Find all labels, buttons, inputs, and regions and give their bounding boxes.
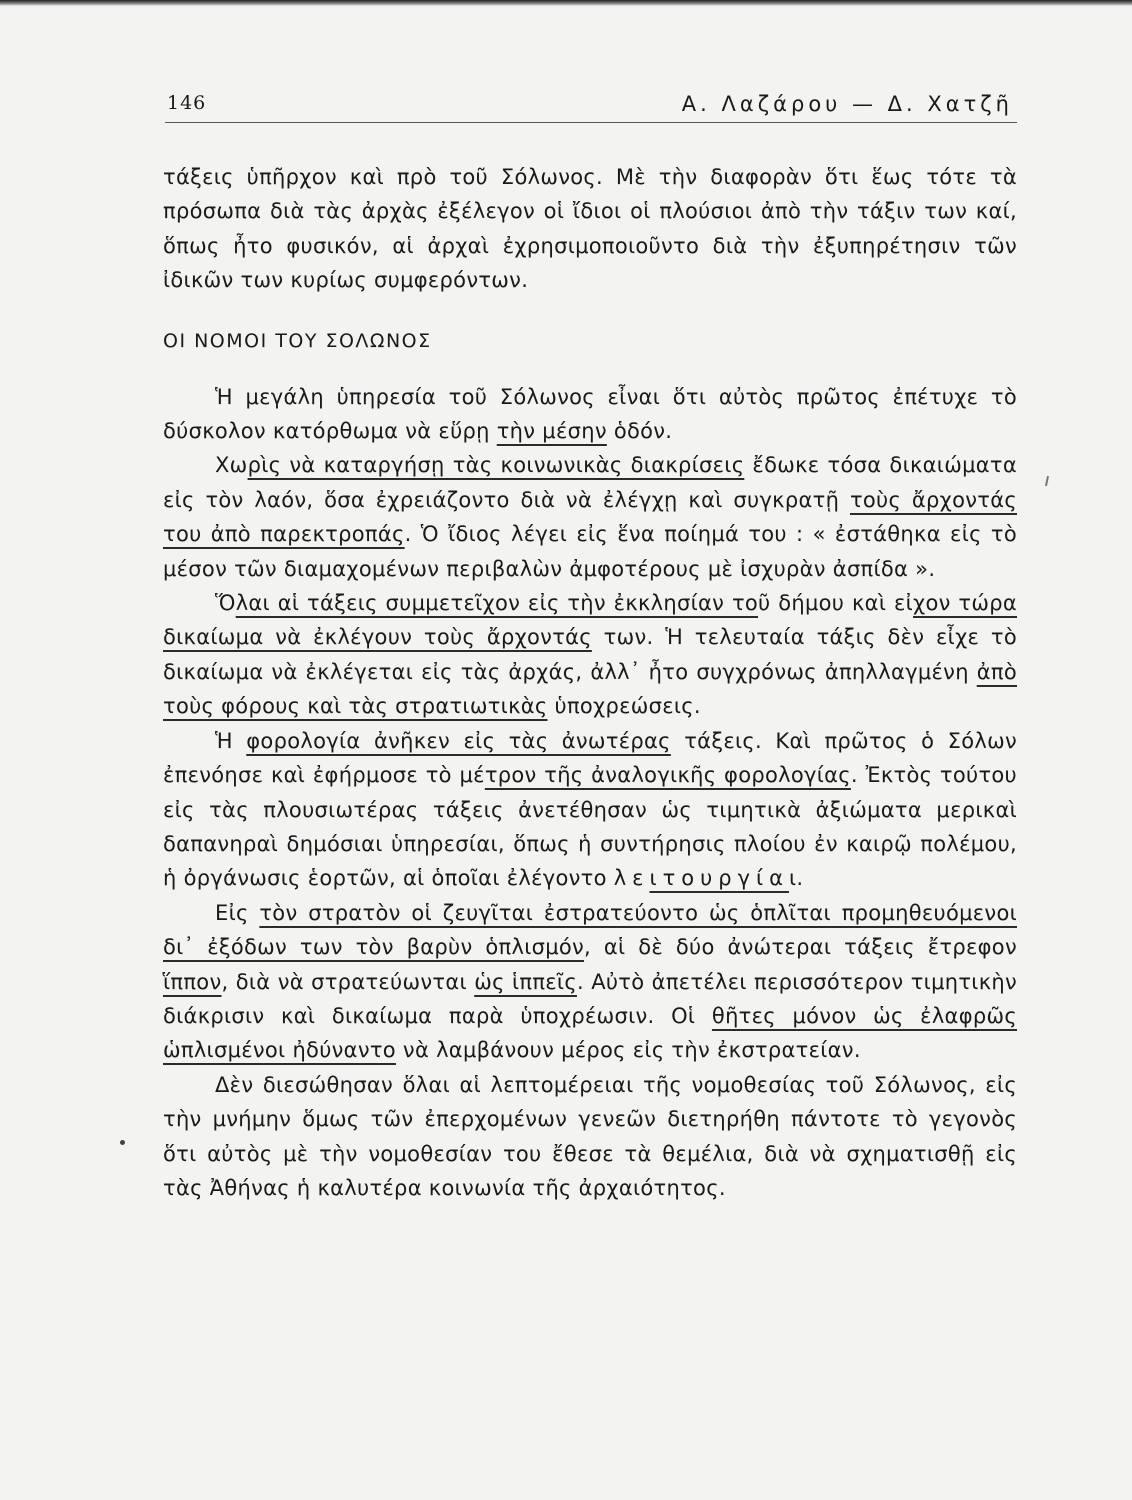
text-run: ι. [788,866,804,891]
text-run: νὰ λαμβάνουν μέρος εἰς τὴν ἐκστρατείαν. [395,1038,861,1063]
underlined-phrase: θῆτες μόνον ὡς ἐλαφρῶς ὡπλισμένοι ἠδύναντο [163,1003,1017,1063]
text-run: ῦ δήμου καὶ εἰ [758,591,914,616]
paragraph-5 [163,724,1017,896]
text-run: Ἡ [215,728,247,753]
spaced-underlined-term: ιτουργία [649,866,789,891]
text-run: Εἰς [215,900,260,925]
margin-dot-mark [120,1140,125,1145]
underlined-phrase: ὡς ἱππεῖς [474,969,577,994]
underlined-phrase: ἀπὸ τοὺς φόρους καὶ τὰς στρατιωτικὰς [163,659,1017,719]
paragraph-6 [163,896,1017,1068]
text-run: Ἡ μεγάλη ὑπηρεσία τοῦ Σόλωνος εἶναι ὅτι αὐτὸς πρῶτος ἐπέτυχε τὸ δύσκολον κατόρθωμα νὰ εὕρῃ [163,384,1017,444]
paragraph-2 [163,380,1017,449]
text-run: Ὅ [215,591,236,616]
text-run: . Αὐτὸ ἀπετέλει περισσότερον τιμητικὴν διάκρισιν καὶ δικαίωμα παρὰ ὑποχρέωσιν. Οἱ [163,969,1018,1028]
underlined-phrase: λαι αἱ τάξεις συμμετεῖχον εἰς τὴν ἐκκλησίαν το [235,591,759,616]
text-run: . Ἐκτὸς τούτου εἰς τὰς πλουσιωτέρας τάξεις ἀνετέθησαν ὡς τιμητικὰ ἀξιώματα μερικαὶ δαπανηραὶ δημόσιαι ὑπηρεσίαι, ὅπως ἡ συντήρησις πλοίου ἐν καιρῷ πολέμου, ἡ ὀργάνωσις ἑορτῶν, αἱ ὁποῖαι ἐλέγοντο [163,763,1017,891]
text-run: , αἱ δὲ δύο ἀνώτεραι τάξεις ἔτρεφον [584,935,1017,960]
paragraph-1: τάξεις ὑπῆρχον καὶ πρὸ τοῦ Σόλωνος. Μὲ τὴν διαφορὰν ὅτι ἕως τότε τὰ πρόσωπα διὰ τὰς ἀρχὰς ἐξέλεγον οἱ ἴδιοι οἱ πλούσιοι ἀπὸ τὴν τάξιν των καί, ὅπως ἦτο φυσικόν, αἱ ἀρχαὶ ἐχρησιμοποιοῦντο διὰ τὴν ἐξυπηρέτησιν τῶν ἰδικῶν των κυρίως συμφερόντων. [163,165,1017,293]
text-run: Χω [215,453,248,478]
underlined-phrase: τὴν μέσην [496,419,607,444]
spaced-term: λε [613,866,650,891]
paragraph-7: Δὲν διεσώθησαν ὅλαι αἱ λεπτομέρειαι τῆς νομοθεσίας τοῦ Σόλωνος, εἰς τὴν μνήμην ὅμως τῶν ἐπερχομένων γενεῶν διετηρήθη πάντοτε τὸ γεγονὸς ὅτι αὐτὸς μὲ τὴν νομοθεσίαν του ἔθεσε τὰ θεμέλια, διὰ νὰ σχηματισθῇ εἰς τὰς Ἀθήνας ἡ καλυτέρα κοινωνία τῆς ἀρχαιότητος. [163,1072,1017,1200]
underlined-phrase: τρον τῆς ἀναλογικῆς φορολογίας [484,763,851,788]
text-run: ὑποχρεώσεις. [547,694,701,719]
body-text [163,160,1017,1205]
text-run: ὁδόν. [606,419,673,444]
underlined-phrase: ἵππον [163,969,222,994]
scan-edge-shadow [0,0,1132,6]
running-head: Α. Λαζάρου — Δ. Χατζῆ [681,92,1013,116]
text-run: ἔδωκε τόσα δικαιώματα εἰς τὸν λαόν, ὅσα ἐχρειάζοντο διὰ νὰ ἐλέγχῃ καὶ συγκρατῇ [163,453,1017,512]
text-run: τάξεις. Καὶ πρῶτος ὁ Σόλων ἐπενόησε καὶ ἐφήρμοσε τὸ μέ [163,728,1018,788]
margin-tick-mark [1045,476,1049,486]
paragraph-4 [163,586,1017,724]
paragraph-3 [163,448,1017,586]
underlined-phrase: τοὺς ἄρχοντάς του ἀπὸ παρεκτροπάς [163,487,1017,547]
page-header [165,88,1017,123]
underlined-phrase: τὸν στρατὸν οἱ ζευγῖται ἐστρατεύοντο ὡς ὁπλῖται προμηθευόμενοι δι᾽ ἐξόδων των τὸν βαρὺν ὁπλισμόν [163,900,1017,960]
underlined-phrase: φορολογία ἀνῆκεν εἰς τὰς ἀνωτέρας [246,728,671,753]
section-heading: ΟΙ ΝΟΜΟΙ ΤΟΥ ΣΟΛΩΝΟΣ [163,329,432,352]
underlined-phrase: ρὶς νὰ καταργήσῃ τὰς κοινωνικὰς διακρίσεις [247,453,745,478]
page-number: 146 [167,92,207,114]
text-run: , διὰ νὰ στρατεύωνται [221,969,475,994]
underlined-phrase: χον τώρα δικαίωμα νὰ ἐκλέγουν τοὺς ἄρχοντάς [163,591,1018,650]
text-run: . Ὁ ἴδιος λέγει εἰς ἕνα ποίημά του : « ἐστάθηκα εἰς τὸ μέσον τῶν διαμαχομένων περιβαλὼν ἀμφοτέρους μὲ ἰσχυρὰν ἀσπίδα ». [163,522,1017,581]
text-run: των. Ἡ τελευταία τάξις δὲν εἶχε τὸ δικαίωμα νὰ ἐκλέγεται εἰς τὰς ἀρχάς, ἀλλ᾽ ἦτο συγχρόνως ἀπηλλαγμένη [163,625,1017,684]
